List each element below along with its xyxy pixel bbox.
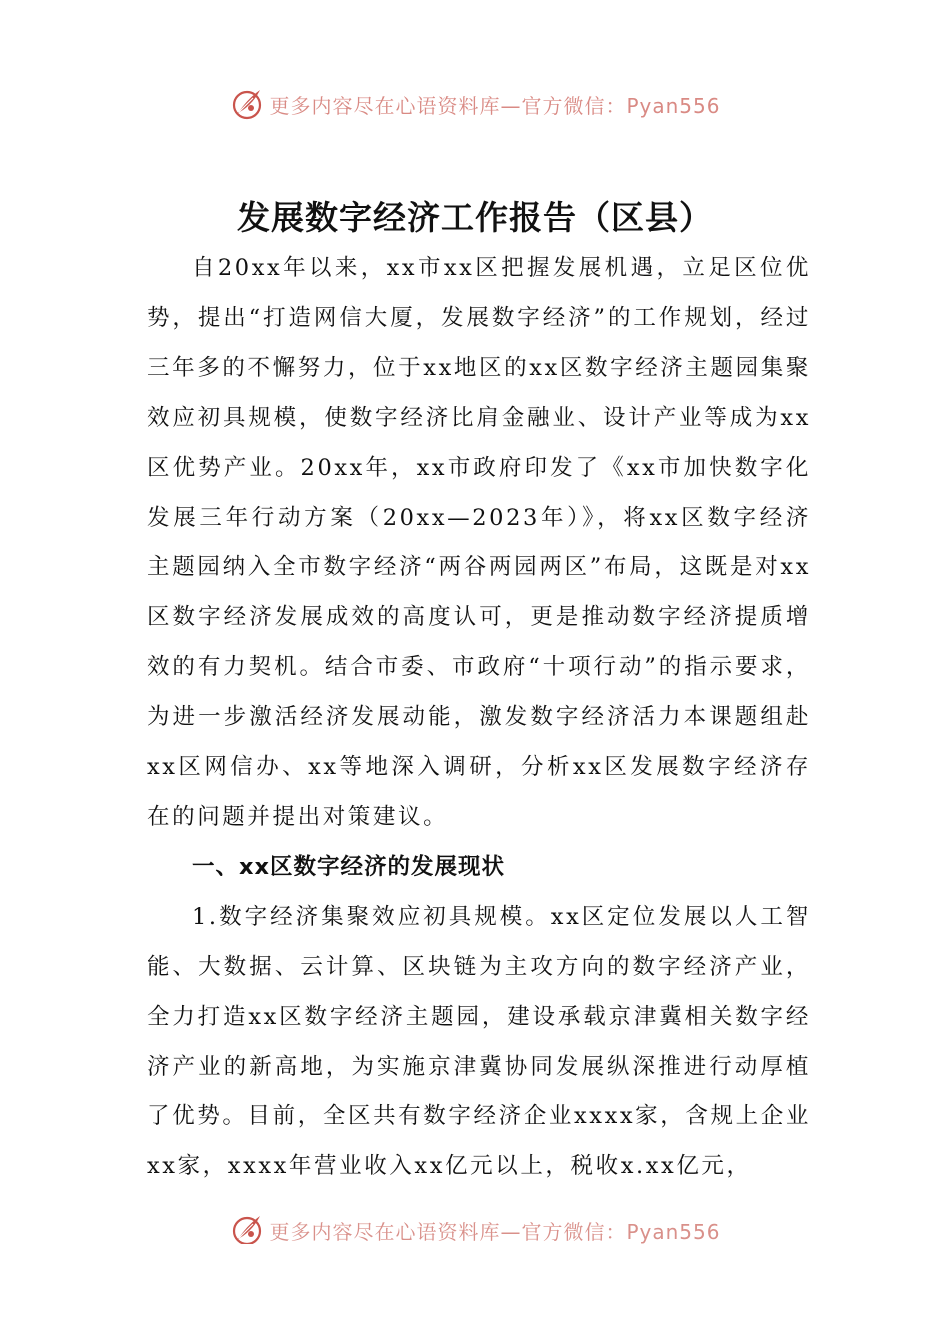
document-body xyxy=(147,244,811,1192)
document-title: 发展数字经济工作报告（区县） xyxy=(237,198,713,237)
footer-watermark xyxy=(0,1204,950,1244)
quill-logo-icon xyxy=(229,1212,265,1244)
footer-watermark-text: 更多内容尽在心语资料库—官方微信：Pyan556 xyxy=(269,1219,721,1244)
section-1-heading: 一、xx区数字经济的发展现状 xyxy=(192,853,506,880)
quill-logo-icon xyxy=(229,86,265,122)
header-watermark xyxy=(0,84,950,124)
header-watermark-text: 更多内容尽在心语资料库—官方微信：Pyan556 xyxy=(269,93,721,118)
section-1-paragraph-1: 1.数字经济集聚效应初具规模。xx区定位发展以人工智能、大数据、云计算、区块链为主攻方向的数字经济产业，全力打造xx区数字经济主题园，建设承载京津冀相关数字经济产业的新高地，为实施京津冀协同发展纵深推进行动厚植了优势。目前，全区共有数字经济企业xxxx家，含规上企业xx家，xxxx年营业收入xx亿元以上，税收x.xx亿元， xyxy=(147,903,811,1180)
intro-paragraph: 自20xx年以来，xx市xx区把握发展机遇，立足区位优势，提出“打造网信大厦，发展数字经济”的工作规划，经过三年多的不懈努力，位于xx地区的xx区数字经济主题园集聚效应初具规模，使数字经济比肩金融业、设计产业等成为xx区优势产业。20xx年，xx市政府印发了《xx市加快数字化发展三年行动方案（20xx—2023年）》，将xx区数字经济主题园纳入全市数字经济“两谷两园两区”布局，这既是对xx区数字经济发展成效的高度认可，更是推动数字经济提质增效的有力契机。结合市委、市政府“十项行动”的指示要求，为进一步激活经济发展动能，激发数字经济活力本课题组赴xx区网信办、xx等地深入调研，分析xx区发展数字经济存在的问题并提出对策建议。 xyxy=(147,255,811,830)
